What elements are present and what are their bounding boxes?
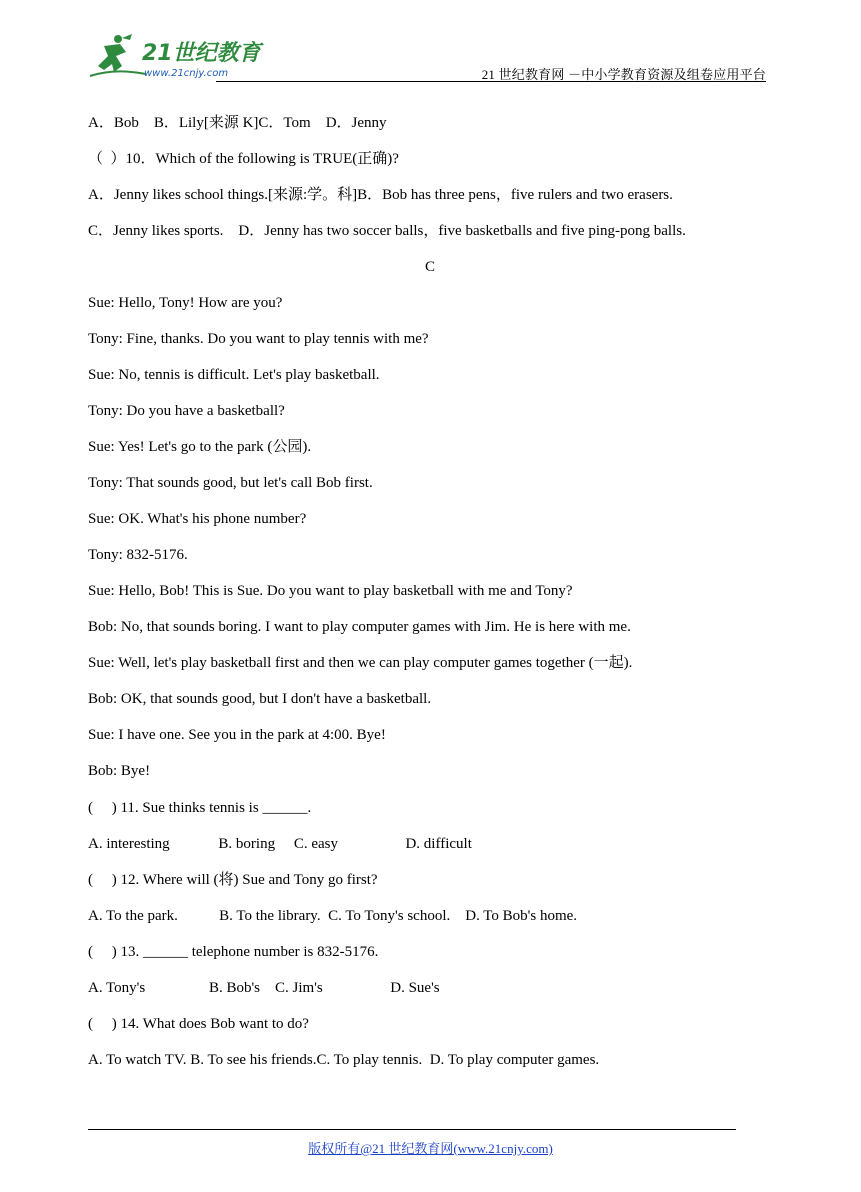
q9-options: A．Bob B．Lily[来源 K]C．Tom D．Jenny <box>88 115 387 131</box>
header-platform-text: 21 世纪教育网 －中小学教育资源及组卷应用平台 <box>481 67 766 82</box>
dialogue-line: Bob: OK, that sounds good, but I don't have a basketball. <box>88 691 432 707</box>
runner-icon <box>90 34 146 76</box>
logo-url: www.21cnjy.com <box>144 68 229 79</box>
q10-question: （ ）10．Which of the following is TRUE(正确)? <box>88 151 399 167</box>
q14-options: A. To watch TV. B. To see his friends.C. To play tennis. D. To play computer games. <box>88 1052 600 1068</box>
q13-question: ( ) 13. ______ telephone number is 832-5176. <box>88 944 379 960</box>
dialogue-line: Sue: OK. What's his phone number? <box>88 511 307 527</box>
footer-copyright-link[interactable]: 版权所有@21 世纪教育网(www.21cnjy.com) <box>308 1141 553 1156</box>
dialogue-line: Sue: Hello, Tony! How are you? <box>88 295 283 311</box>
dialogue-line: Sue: I have one. See you in the park at 4:00. Bye! <box>88 727 386 743</box>
q11-question: ( ) 11. Sue thinks tennis is ______. <box>88 800 312 816</box>
q12-options: A. To the park. B. To the library. C. To Tony's school. D. To Bob's home. <box>88 908 578 924</box>
dialogue-line: Sue: Yes! Let's go to the park (公园). <box>88 439 312 455</box>
header-divider <box>216 81 766 82</box>
dialogue-line: Sue: Well, let's play basketball first and then we can play computer games together (一起). <box>88 655 633 671</box>
q12-question: ( ) 12. Where will (将) Sue and Tony go first? <box>88 872 378 888</box>
dialogue-line: Tony: Do you have a basketball? <box>88 403 285 419</box>
dialogue-line: Bob: Bye! <box>88 763 151 779</box>
q13-options: A. Tony's B. Bob's C. Jim's D. Sue's <box>88 980 440 996</box>
q11-options: A. interesting B. boring C. easy D. difficult <box>88 836 472 852</box>
dialogue-line: Sue: No, tennis is difficult. Let's play basketball. <box>88 367 380 383</box>
footer-divider <box>88 1129 736 1130</box>
dialogue-line: Tony: Fine, thanks. Do you want to play tennis with me? <box>88 331 429 347</box>
section-heading: C <box>424 259 435 275</box>
q10-options-ab: A．Jenny likes school things.[来源:学。科]B．Bob has three pens，five rulers and two erasers. <box>88 187 673 203</box>
logo-text: 21世纪教育 <box>142 41 261 66</box>
q10-options-cd: C．Jenny likes sports. D．Jenny has two soccer balls，five basketballs and five ping-pong balls. <box>88 223 686 239</box>
site-logo <box>86 30 266 82</box>
dialogue-line: Bob: No, that sounds boring. I want to play computer games with Jim. He is here with me. <box>88 619 631 635</box>
page-header <box>86 30 766 82</box>
dialogue-line: Tony: 832-5176. <box>88 547 188 563</box>
q14-question: ( ) 14. What does Bob want to do? <box>88 1016 309 1032</box>
dialogue-line: Sue: Hello, Bob! This is Sue. Do you want to play basketball with me and Tony? <box>88 583 573 599</box>
dialogue-line: Tony: That sounds good, but let's call Bob first. <box>88 475 373 491</box>
